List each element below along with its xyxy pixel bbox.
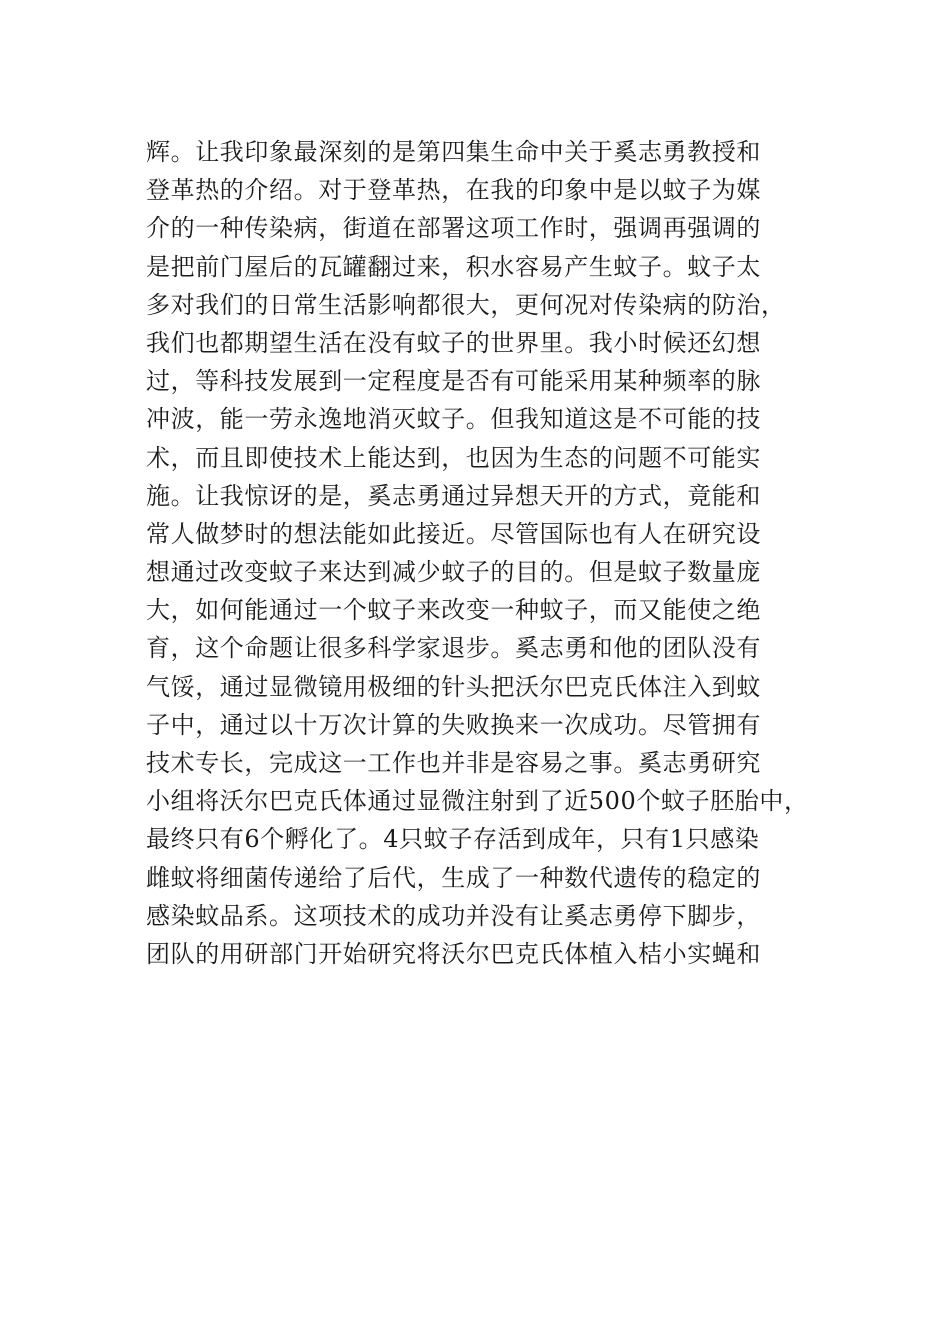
text-line: 子中，通过以十万次计算的失败换来一次成功。尽管拥有 (146, 710, 761, 739)
text-line: 最终只有6个孵化了。4只蚊子存活到成年，只有1只感染 (146, 825, 760, 854)
text-line: 感染蚊品系。这项技术的成功并没有让奚志勇停下脚步， (146, 901, 761, 930)
text-line: 想通过改变蚊子来达到减少蚊子的目的。但是蚊子数量庞 (146, 558, 761, 587)
text-line: 常人做梦时的想法能如此接近。尽管国际也有人在研究设 (146, 519, 761, 548)
text-line: 大，如何能通过一个蚊子来改变一种蚊子，而又能使之绝 (146, 596, 761, 625)
text-line: 登革热的介绍。对于登革热，在我的印象中是以蚊子为媒 (146, 176, 761, 205)
text-line: 是把前门屋后的瓦罐翻过来，积水容易产生蚊子。蚊子太 (146, 252, 761, 281)
text-line: 我们也都期望生活在没有蚊子的世界里。我小时候还幻想 (146, 328, 761, 357)
text-line: 技术专长，完成这一工作也并非是容易之事。奚志勇研究 (146, 749, 761, 777)
text-line: 气馁，通过显微镜用极细的针头把沃尔巴克氏体注入到蚊 (146, 672, 761, 701)
text-line: 施。让我惊讶的是，奚志勇通过异想天开的方式，竟能和 (146, 481, 761, 510)
text-line: 冲波，能一劳永逸地消灭蚊子。但我知道这是不可能的技 (146, 405, 761, 434)
text-line: 介的一种传染病，街道在部署这项工作时，强调再强调的 (146, 214, 761, 243)
text-line: 团队的用研部门开始研究将沃尔巴克氏体植入桔小实蝇和 (146, 939, 761, 968)
body-text (146, 133, 816, 973)
text-line: 小组将沃尔巴克氏体通过显微注射到了近500个蚊子胚胎中， (146, 787, 809, 816)
text-line: 术，而且即使技术上能达到，也因为生态的问题不可能实 (146, 443, 761, 472)
text-line: 多对我们的日常生活影响都很大，更何况对传染病的防治， (146, 290, 786, 319)
text-line: 过，等科技发展到一定程度是否有可能采用某种频率的脉 (146, 367, 761, 396)
text-line: 辉。让我印象最深刻的是第四集生命中关于奚志勇教授和 (146, 138, 761, 166)
text-line: 雌蚊将细菌传递给了后代，生成了一种数代遗传的稳定的 (146, 863, 761, 892)
text-line: 育，这个命题让很多科学家退步。奚志勇和他的团队没有 (146, 634, 761, 663)
